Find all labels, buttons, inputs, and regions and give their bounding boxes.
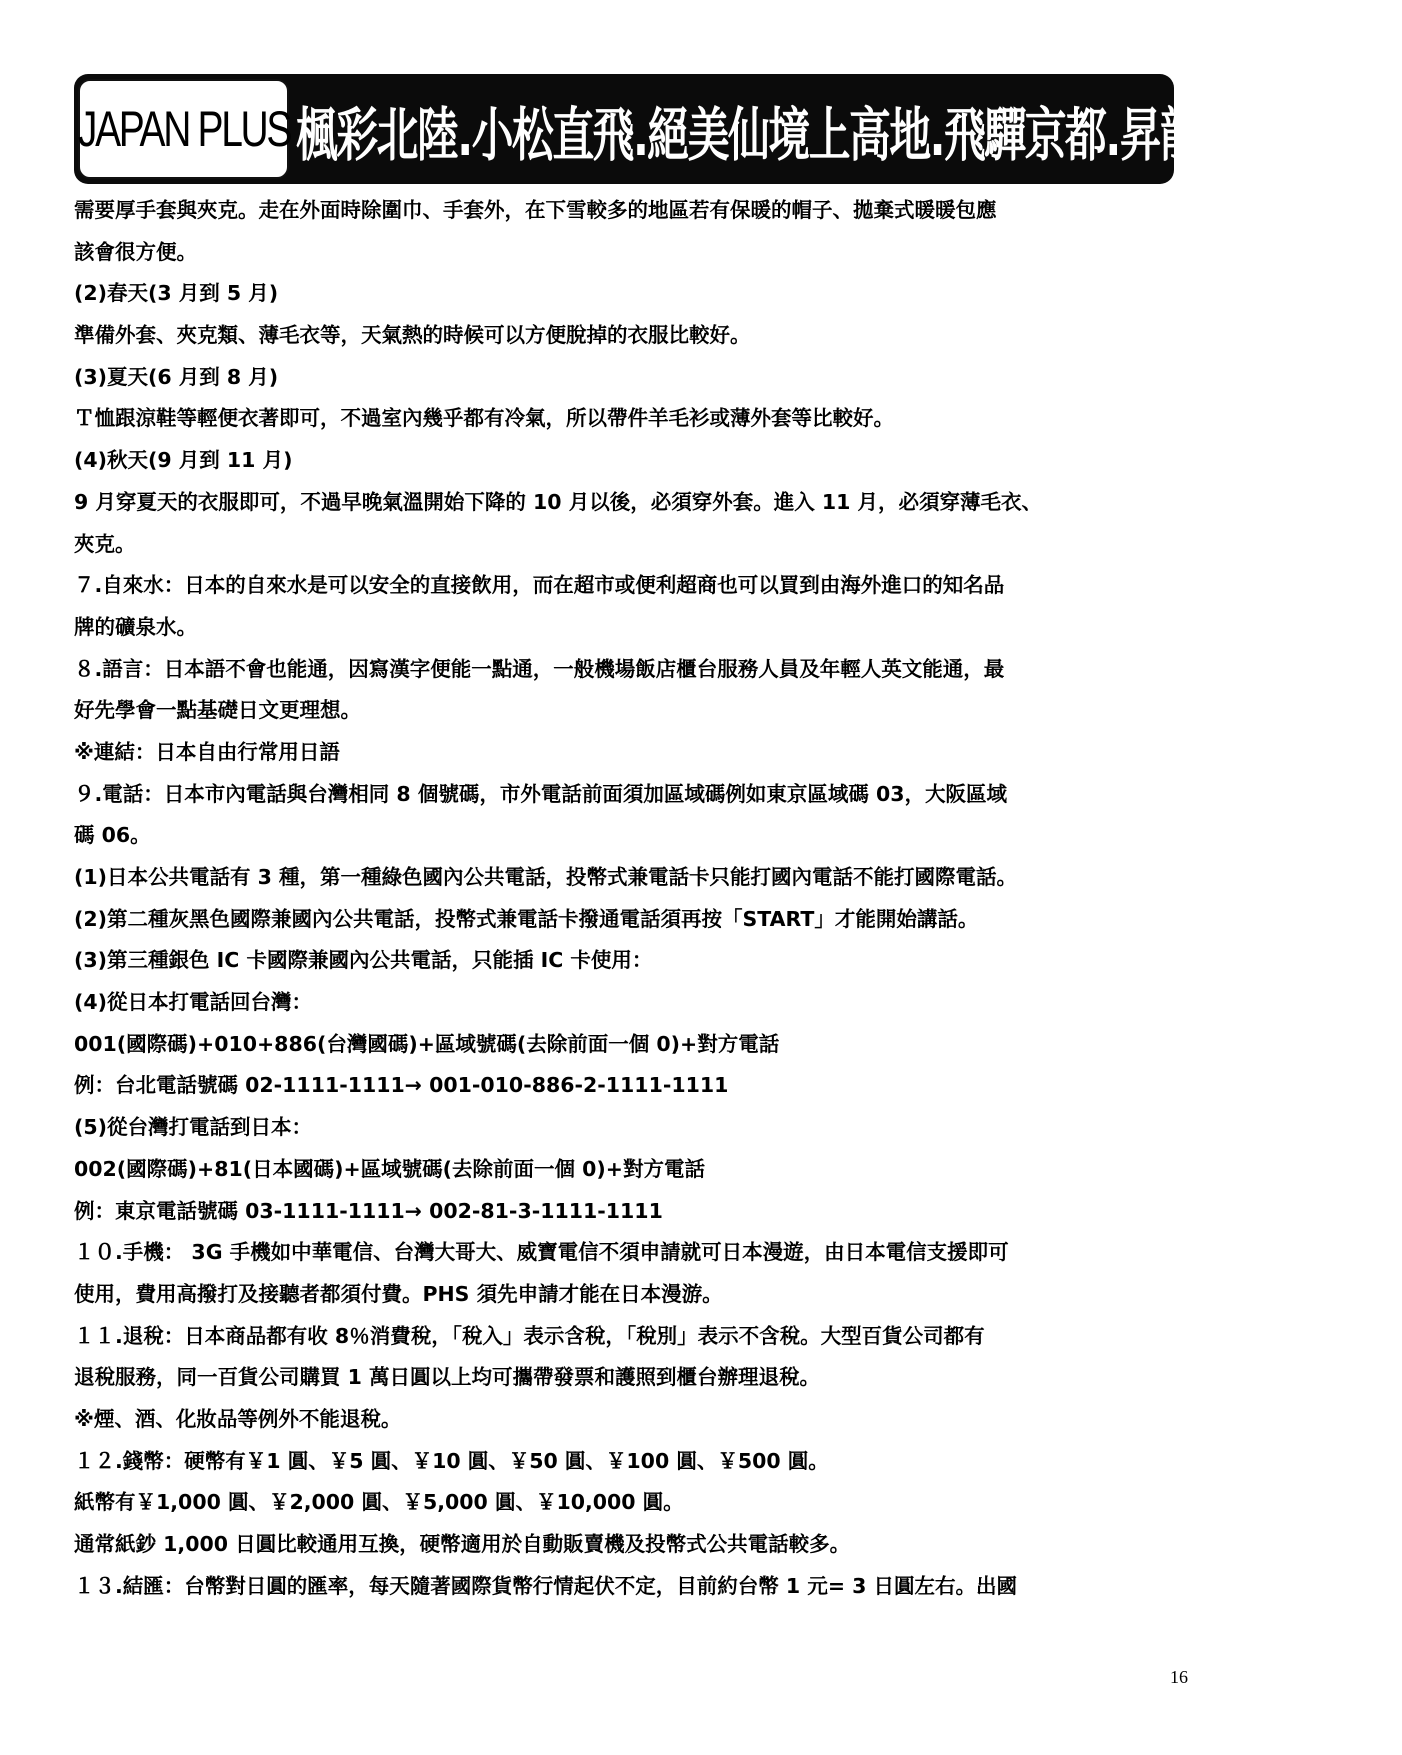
text-line: 夾克。 bbox=[74, 531, 136, 556]
text-line: １０.手機： 3G 手機如中華電信、台灣大哥大、威寶電信不須申請就可日本漫遊，由日本電信支援即可 bbox=[74, 1240, 1009, 1265]
text-line: (4)從日本打電話回台灣： bbox=[74, 990, 313, 1015]
brand-text: JAPAN PLUS bbox=[77, 101, 290, 157]
text-line: 需要厚手套與夾克。走在外面時除圍巾、手套外，在下雪較多的地區若有保暖的帽子、拋棄式暖暖包應 bbox=[74, 198, 997, 222]
document-body bbox=[74, 190, 1204, 1607]
text-line: (2)第二種灰黑色國際兼國內公共電話，投幣式兼電話卡撥通電話須再按「START」才能開始講話。 bbox=[74, 906, 979, 931]
text-line: ※煙、酒、化妝品等例外不能退稅。 bbox=[74, 1406, 402, 1431]
text-line: １２.錢幣：硬幣有￥1 圓、￥5 圓、￥10 圓、￥50 圓、￥100 圓、￥500 圓。 bbox=[74, 1448, 829, 1473]
text-line: 9 月穿夏天的衣服即可，不過早晚氣溫開始下降的 10 月以後，必須穿外套。進入 11 月，必須穿薄毛衣、 bbox=[74, 489, 1043, 514]
text-line: １１.退稅：日本商品都有收 8％消費稅，「稅入」表示含稅，「稅別」表示不含稅。大型百貨公司都有 bbox=[74, 1323, 985, 1348]
page-title bbox=[296, 82, 1402, 178]
text-line: (3)夏天(6 月到 8 月) bbox=[74, 364, 279, 389]
text-line: 通常紙鈔 1,000 日圓比較通用互換，硬幣適用於自動販賣機及投幣式公共電話較多。 bbox=[74, 1532, 851, 1556]
text-line: ※連結：日本自由行常用日語 bbox=[74, 739, 340, 764]
text-line: 例：台北電話號碼 02-1111-1111→ 001-010-886-2-1111-1111 bbox=[74, 1073, 729, 1098]
text-line: 002(國際碼)+81(日本國碼)+區域號碼(去除前面一個 0)+對方電話 bbox=[74, 1156, 705, 1181]
text-line: 例：東京電話號碼 03-1111-1111→ 002-81-3-1111-1111 bbox=[74, 1198, 663, 1223]
text-line: ７.自來水：日本的自來水是可以安全的直接飲用，而在超市或便利超商也可以買到由海外進口的知名品 bbox=[74, 573, 1005, 598]
brand-logo bbox=[78, 79, 289, 179]
text-line: (5)從台灣打電話到日本： bbox=[74, 1115, 313, 1140]
text-line: (3)第三種銀色 IC 卡國際兼國內公共電話，只能插 IC 卡使用： bbox=[74, 948, 653, 973]
title-text: 楓彩北陸.小松直飛.絕美仙境上高地.飛驒京都.昇龍道溫泉五日 bbox=[296, 101, 1402, 169]
text-line: Ｔ恤跟涼鞋等輕便衣著即可，不過室內幾乎都有冷氣，所以帶件羊毛衫或薄外套等比較好。 bbox=[74, 406, 894, 431]
text-line: 碼 06。 bbox=[74, 823, 151, 848]
text-line: (4)秋天(9 月到 11 月) bbox=[74, 448, 293, 473]
text-line: １３.結匯：台幣對日圓的匯率，每天隨著國際貨幣行情起伏不定，目前約台幣 1 元= 3 日圓左右。出國 bbox=[74, 1573, 1018, 1598]
text-line: (2)春天(3 月到 5 月) bbox=[74, 281, 279, 306]
text-line: ９.電話：日本市內電話與台灣相同 8 個號碼，市外電話前面須加區域碼例如東京區域碼 03，大阪區域 bbox=[74, 781, 1007, 806]
text-line: 好先學會一點基礎日文更理想。 bbox=[74, 698, 361, 723]
text-line: 退稅服務，同一百貨公司購買 1 萬日圓以上均可攜帶發票和護照到櫃台辦理退稅。 bbox=[74, 1365, 821, 1390]
text-line: 紙幣有￥1,000 圓、￥2,000 圓、￥5,000 圓、￥10,000 圓。 bbox=[74, 1490, 684, 1515]
text-line: ８.語言：日本語不會也能通，因寫漢字便能一點通，一般機場飯店櫃台服務人員及年輕人英文能通，最 bbox=[74, 656, 1005, 681]
text-line: 準備外套、夾克類、薄毛衣等，天氣熱的時候可以方便脫掉的衣服比較好。 bbox=[74, 323, 751, 348]
text-line: 使用，費用高撥打及接聽者都須付費。PHS 須先申請才能在日本漫游。 bbox=[74, 1281, 723, 1306]
page-number: 16 bbox=[1170, 1667, 1188, 1687]
text-line: 牌的礦泉水。 bbox=[74, 614, 197, 639]
text-line: (1)日本公共電話有 3 種，第一種綠色國內公共電話，投幣式兼電話卡只能打國內電話不能打國際電話。 bbox=[74, 865, 1018, 889]
text-line: 001(國際碼)+010+886(台灣國碼)+區域號碼(去除前面一個 0)+對方電話 bbox=[74, 1031, 780, 1056]
text-line: 該會很方便。 bbox=[74, 239, 197, 264]
